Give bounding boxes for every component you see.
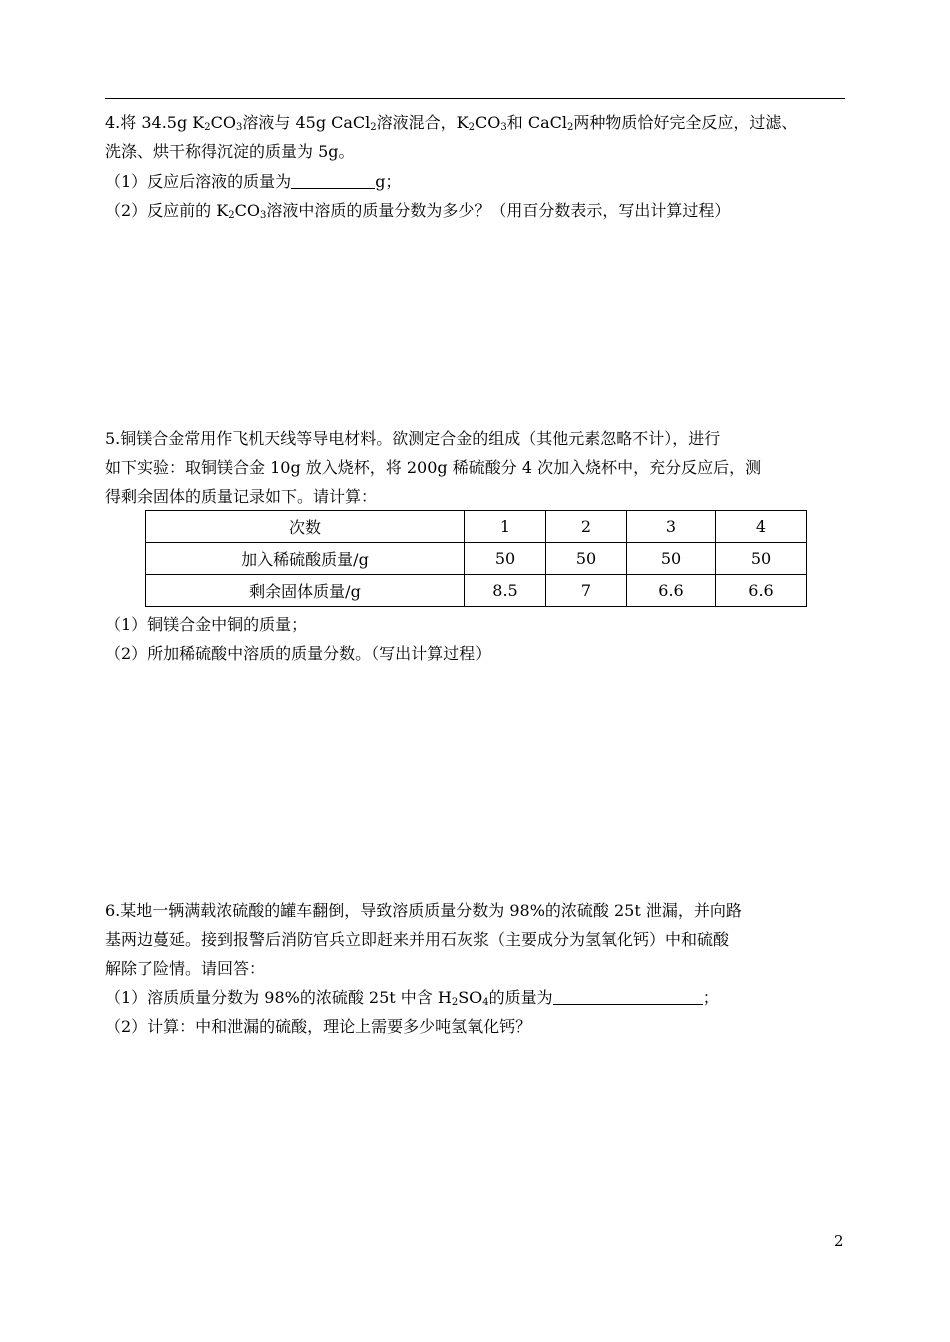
q5-line3: 得剩余固体的质量记录如下。请计算： — [105, 487, 378, 506]
table-cell: 50 — [465, 543, 546, 575]
table-cell: 6.6 — [716, 575, 807, 607]
table-cell: 加入稀硫酸质量/g — [146, 543, 465, 575]
q4-answer-blank[interactable] — [291, 172, 375, 189]
table-header-row — [146, 511, 807, 543]
q5-sub1: （1）铜镁合金中铜的质量； — [105, 615, 308, 634]
q4-sub2: （2）反应前的 $K_2CO_3$溶液中溶质的质量分数为多少？（用百分数表示，写出计算过程） — [105, 201, 731, 221]
table-cell: 6.6 — [627, 575, 716, 607]
table-cell: 7 — [546, 575, 627, 607]
page-number: 2 — [834, 1232, 844, 1250]
table-cell: 3 — [627, 511, 716, 543]
table-cell: 4 — [716, 511, 807, 543]
q5-sub2: （2）所加稀硫酸中溶质的质量分数。（写出计算过程） — [105, 644, 492, 663]
q6-sub1: （1）溶质质量分数为 98%的浓硫酸 25t 中含 $H_2SO_4$的质量为 ； — [105, 988, 719, 1008]
q6-line2: 基两边蔓延。接到报警后消防官兵立即赶来并用石灰浆（主要成分为氢氧化钙）中和硫酸 — [105, 930, 730, 949]
q4-sub1: （1）反应后溶液的质量为 g； — [105, 172, 402, 191]
table-cell: 1 — [465, 511, 546, 543]
header-rule — [105, 98, 845, 99]
table-cell: 剩余固体质量/g — [146, 575, 465, 607]
q5-line1: 5.铜镁合金常用作飞机天线等导电材料。欲测定合金的组成（其他元素忽略不计），进行 — [105, 429, 721, 448]
table-row — [146, 575, 807, 607]
q4-line1: 4.将 34.5g $K_2CO_3$溶液与 45g CaCl$_2$溶液混合，$K_2CO_3$和 CaCl$_2$两种物质恰好完全反应，过滤、 — [105, 113, 798, 133]
table-cell: 50 — [716, 543, 807, 575]
table-cell: 50 — [627, 543, 716, 575]
q6-line3: 解除了险情。请回答： — [105, 959, 266, 978]
q5-data-table — [145, 510, 807, 607]
q6-line1: 6.某地一辆满载浓硫酸的罐车翻倒，导致溶质质量分数为 98%的浓硫酸 25t 泄漏，并向路 — [105, 901, 742, 920]
q5-line2: 如下实验：取铜镁合金 10g 放入烧杯，将 200g 稀硫酸分 4 次加入烧杯中，充分反应后，测 — [105, 458, 762, 477]
table-cell: 2 — [546, 511, 627, 543]
q6-sub2: （2）计算：中和泄漏的硫酸，理论上需要多少吨氢氧化钙？ — [105, 1017, 532, 1036]
q6-answer-blank[interactable] — [553, 988, 703, 1005]
table-cell: 50 — [546, 543, 627, 575]
table-cell: 次数 — [146, 511, 465, 543]
q4-line2: 洗涤、烘干称得沉淀的质量为 5g。 — [105, 142, 355, 161]
table-cell: 8.5 — [465, 575, 546, 607]
table-row — [146, 543, 807, 575]
